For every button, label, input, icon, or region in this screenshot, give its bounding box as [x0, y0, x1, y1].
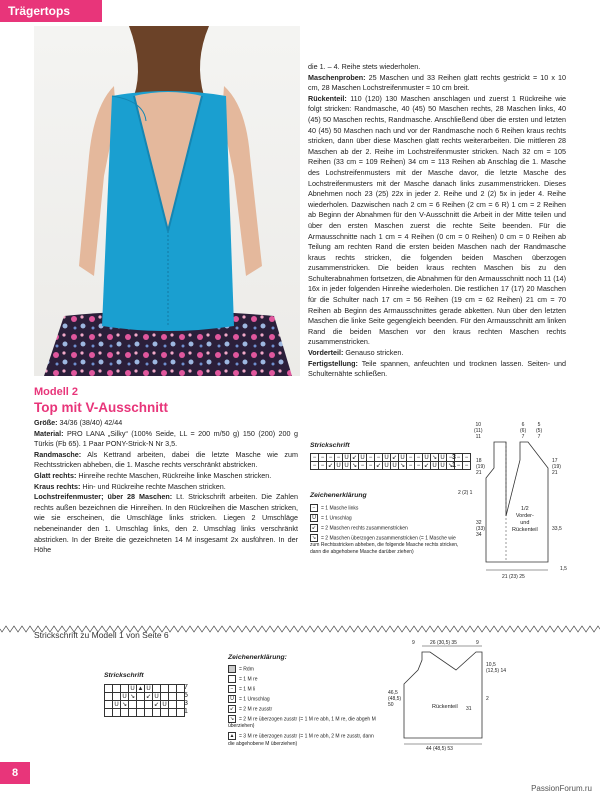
schematic-outline	[456, 420, 586, 590]
paragraph-vorderteil: Vorderteil: Genauso stricken.	[308, 348, 404, 358]
instructions-left	[34, 418, 298, 556]
chart1-title: Strickschrift	[310, 442, 350, 449]
text-continuation: die 1. – 4. Reihe stets wiederholen.	[308, 62, 421, 71]
legend2-list	[228, 665, 378, 748]
paragraph-lochstreifenmuster: Lochstreifenmuster; über 28 Maschen: Lt. Strickschrift arbeiten. Die Zahlen rechts außen bezeichnen die Hinreihen. In den Rückreihen die Maschen stricken, wie sie erscheinen, die Umschläge links stricken. Liegen 2 Umschläge nebeneinander den 1. Umschlag links, den 2. Umschlag links verschränkt abstricken. In der Breite die gezeichneten 14 M insgesamt 2x ausführen. In der Höhe	[34, 492, 298, 555]
divider-caption: Strickschrift zu Modell 1 von Seite 6	[34, 630, 169, 640]
legend2-item: = Rdm	[228, 665, 378, 673]
dim2-top-right: 9	[476, 640, 479, 646]
legend1-item: − = 1 Masche links	[310, 504, 460, 512]
dim2-top-center: 26 (30,5) 35	[430, 640, 457, 646]
legend2-item: = 1 M re	[228, 675, 378, 683]
paragraph-kraus-rechts: Kraus rechts: Hin- und Rückreihe rechte Maschen stricken.	[34, 481, 226, 491]
dim-top-a: 10 (11) 11	[474, 422, 483, 440]
dim-bottom: 21 (23) 25	[502, 574, 525, 580]
paragraph-glatt-rechts: Glatt rechts: Hinreihe rechte Maschen, Rückreihe linke Maschen stricken.	[34, 470, 272, 480]
paragraph-fertigstellung: Fertigstellung: Teile spannen, anfeuchten und trocknen lassen. Seiten- und Schulternähte schließen.	[308, 358, 566, 379]
chart2-title: Strickschrift	[104, 672, 144, 679]
row-number: 1	[184, 708, 188, 715]
zigzag-divider	[0, 620, 600, 628]
watermark: PassionForum.ru	[531, 784, 592, 793]
paragraph-randmasche: Randmasche: Als Kettrand arbeiten, dabei die letzte Masche wie zum Rechtsstricken abheben, die 1. Masche rechts verschränkt abstricken.	[34, 449, 298, 470]
legend2-title: Zeichenerklärung:	[228, 654, 287, 661]
dim-left-body: 32 (33) 34	[476, 520, 485, 538]
chart2-grid: U ▲ U U ↘ ↙ U U ↘ ↙ U	[104, 684, 185, 717]
schematic2-center: Rückenteil	[432, 704, 458, 710]
dim2-left: 46,5 (48,5) 50	[388, 690, 402, 708]
schematic2-outline	[396, 640, 506, 756]
legend1-item: ↘ = 2 Maschen überzogen zusammenstricken (= 1 Masche wie zum Rechtsstricken abheben, die folgende Masche rechts stricken, dann die abgehobene Masche darüber ziehen)	[310, 535, 459, 556]
row-number: 5	[184, 692, 188, 699]
dim2-right-small: 2	[486, 696, 489, 702]
schematic-back	[388, 640, 507, 756]
legend1-item: U = 1 Umschlag	[310, 514, 460, 522]
row-number: 7	[184, 684, 188, 691]
row-number: 3	[184, 700, 188, 707]
dim2-right-top: 10,5 (12,5) 14	[486, 662, 507, 674]
legend1-item: ↙ = 2 Maschen rechts zusammenstricken	[311, 525, 408, 532]
instructions-right	[308, 62, 566, 380]
legend2-item: − = 1 M li	[228, 685, 378, 693]
dim-top-b: 6 (6) 7	[520, 422, 527, 440]
chart1-grid: − − − − U ↙ U − − U ↙ U − − U ↘ U − − − − − ↙ U U ↘ − − ↙ U U ↘ − − ↙ U U ↘ − −	[310, 453, 471, 470]
row-number: 1	[452, 462, 456, 469]
page-number: 8	[0, 762, 30, 784]
photo-illustration	[34, 26, 300, 376]
dim2-top-left: 9	[412, 640, 415, 646]
dim-right-hem: 1,5	[560, 566, 567, 572]
paragraph-material: Material: PRO LANA „Silky“ (100% Seide, LL = 200 m/50 g) 150 (200) 200 g Türkis (Fb 65). 1 Paar PONY-Strick-N Nr 3,5.	[34, 428, 298, 449]
section-tab: Trägertops	[0, 0, 102, 22]
dim-left-armhole: 18 (19) 21	[476, 458, 485, 476]
dim-left-step: 2 (2) 1	[458, 490, 473, 496]
legend1-list	[310, 504, 460, 556]
legend2-item: U = 1 Umschlag	[228, 695, 378, 703]
paragraph-rueckenteil: Rückenteil: 110 (120) 130 Maschen anschlagen und zuerst 1 Rückreihe wie folgt stricken: Randmasche, 40 (45) 50 Maschen rechts, 28 Maschen links, 40 (45) 50 Maschen rechts, Randmasche. Anschließend über die ersten und letzten 40 (45) 50 Maschen nach und vor der Randmasche noch 6 Reihen kraus rechts stricken, dann über diese Maschen glatt rechts weiterarbeiten. Die mittleren 28 Maschen ab der 2. Reihe im Lochstreifenmuster stricken. Nach 32 cm = 105 Reihen (33 cm = 109 Reihen) 34 cm = 113 Reihen ab Anschlag die 1. Masche des Lochstreifenmusters mit der Masche davor, die letzte Masche des Lochstreifenmusters mit der Masche danach links zusammenstricken. Dieses Abnehmen noch 23 (25) 22x in jeder 2. Reihe und 2 (2) 5x in jeder 4. Reihe wiederholen. Dazwischen nach 2 cm = 6 Reihen (2 cm = 6 R) 1 cm = 2 Reihen ab Beginn der Abnahmen für den V-Ausschnitt die Arbeit in der Mitte teilen und über den ersten Maschen zuerst die rechte Seite beenden. Für die Armausschnitte nach 1 cm = 4 Reihen (0 cm = 0 Reihen) 0 cm = 0 Reihen ab Teilung am rechten Rand die ersten beiden Maschen nach der Randmasche kraus rechts stricken, die folgenden beiden Maschen überzogen zusammenstricken. Die beiden kraus rechten Maschen bis zu den Schulterabnahmen fortsetzen, die Abnahmen für den Armausschnitt noch 11 (14) 16x in jeder folgenden Hinreihe wiederholen. Die restlichen 17 (17) 20 Maschen für die Schulter nach 17 cm = 56 Reihen (19 cm = 62 Reihen) 21 cm = 70 Reihen ab Beginn des Armausschnittes gerade abketten. Nun über den letzten Maschen die linke Seite gegengleich beenden. Für den Armausschnitt am linken Rand die beiden Maschen vor den kraus rechten Maschen rechts zusammenstricken.	[308, 93, 566, 347]
chart2-row-numbers	[184, 684, 188, 716]
dim2-bottom: 44 (48,5) 53	[426, 746, 453, 752]
dim2-right-mid: 31	[466, 706, 472, 712]
legend2-item: ↘ = 2 M re überzogen zusstr (= 1 M re abh, 1 M re, die abgeh M überziehen)	[228, 716, 376, 730]
model-number: Modell 2	[34, 386, 79, 398]
schematic-front-back	[456, 420, 586, 590]
paragraph-maschenproben: Maschenproben: 25 Maschen und 33 Reihen glatt rechts gestrickt = 10 x 10 cm, 28 Maschen Lochstreifenmuster = 10 cm breit.	[308, 72, 566, 93]
dim-top-c: 5 (5) 7	[536, 422, 543, 440]
center-label: 1/2 Vorder- und Rückenteil	[512, 506, 538, 533]
legend2-item: ▲ = 3 M re überzogen zusstr (= 1 M re abh, 2 M re zusstr, dann die abgehobene M überziehen)	[228, 733, 374, 747]
model-title: Top mit V-Ausschnitt	[34, 400, 168, 415]
legend1-title: Zeichenerklärung	[310, 492, 367, 499]
row-number: 3	[452, 454, 456, 461]
dim-right-armhole: 17 (19) 21	[552, 458, 561, 476]
paragraph-groesse: Größe: 34/36 (38/40) 42/44	[34, 418, 123, 427]
product-photo	[34, 26, 300, 376]
legend2-item: ↙ = 2 M re zusstr	[229, 706, 273, 713]
dim-right-body: 33,5	[552, 526, 562, 532]
